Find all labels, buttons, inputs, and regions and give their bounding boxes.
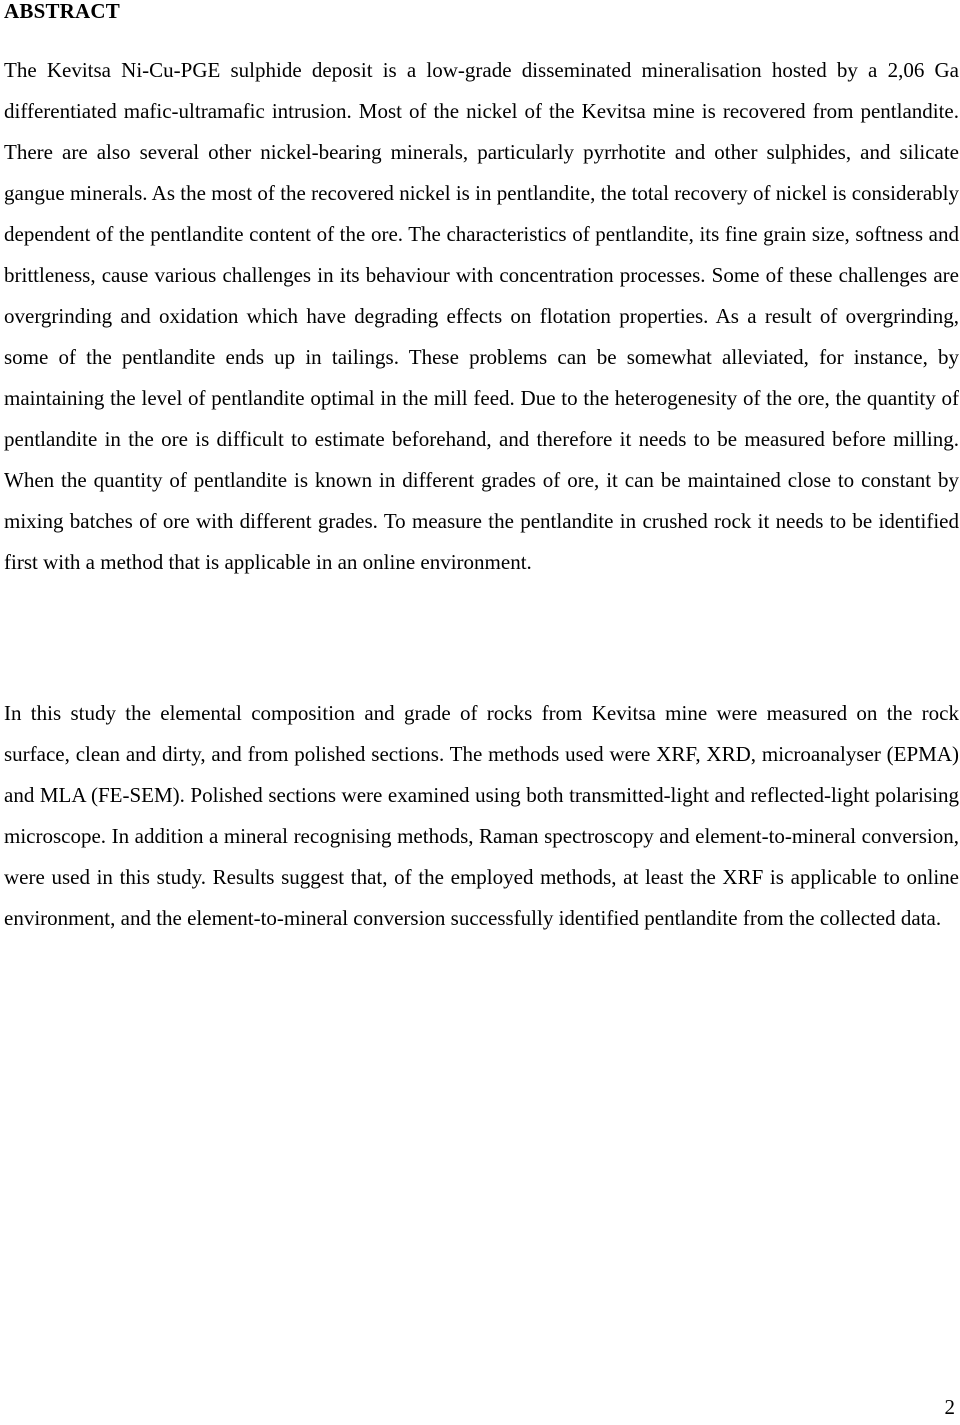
abstract-heading: ABSTRACT — [4, 0, 120, 23]
page-number: 2 — [944, 1395, 955, 1419]
abstract-paragraph-2: In this study the elemental composition and grade of rocks from Kevitsa mine were measured on the rock surface, clean and dirty, and from polished sections. The methods used were XRF, XRD, microanalyser (EPMA) and MLA (FE-SEM). Polished sections were examined using both transmitted-light and reflected-light polarising microscope. In addition a mineral recognising methods, Raman spectroscopy and element-to-mineral conversion, were used in this study. Results suggest that, of the employed methods, at least the XRF is applicable to online environment, and the element-to-mineral conversion successfully identified pentlandite from the collected data. — [4, 701, 959, 930]
abstract-paragraph-1: The Kevitsa Ni-Cu-PGE sulphide deposit is a low-grade disseminated mineralisation hosted by a 2,06 Ga differentiated mafic-ultramafic intrusion. Most of the nickel of the Kevitsa mine is recovered from pentlandite. There are also several other nickel-bearing minerals, particularly pyrrhotite and other sulphides, and silicate gangue minerals. As the most of the recovered nickel is in pentlandite, the total recovery of nickel is considerably dependent of the pentlandite content of the ore. The characteristics of pentlandite, its fine grain size, softness and brittleness, cause various challenges in its behaviour with concentration processes. Some of these challenges are overgrinding and oxidation which have degrading effects on flotation properties. As a result of overgrinding, some of the pentlandite ends up in tailings. These problems can be somewhat alleviated, for instance, by maintaining the level of pentlandite optimal in the mill feed. Due to the heterogenesity of the ore, the quantity of pentlandite in the ore is difficult to estimate beforehand, and therefore it needs to be measured before milling. When the quantity of pentlandite is known in different grades of ore, it can be maintained close to constant by mixing batches of ore with different grades. To measure the pentlandite in crushed rock it needs to be identified first with a method that is applicable in an online environment. — [4, 58, 959, 574]
